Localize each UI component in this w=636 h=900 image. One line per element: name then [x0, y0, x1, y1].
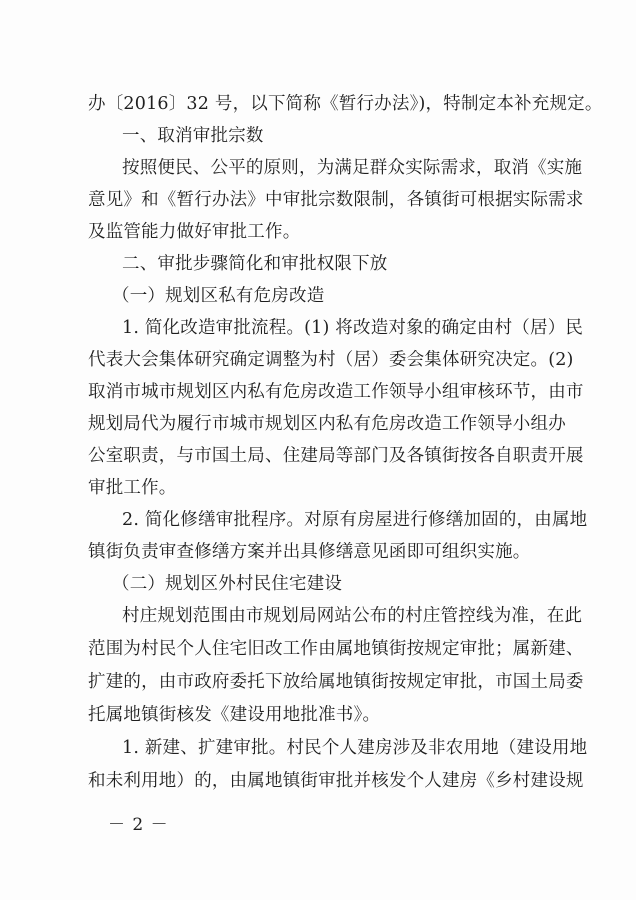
page-number: － 2 － — [108, 815, 169, 835]
body-line: 村庄规划范围由市规划局网站公布的村庄管控线为准，在此 — [122, 606, 583, 626]
body-line: 扩建的，由市政府委托下放给属地镇街按规定审批，市国土局委 — [88, 672, 584, 692]
section-heading: 一、取消审批宗数 — [122, 126, 264, 146]
body-line: 办〔2016〕32 号，以下简称《暂行办法》)，特制定本补充规定。 — [88, 94, 603, 114]
body-line: 托属地镇街核发《建设用地批准书》。 — [88, 705, 381, 725]
body-line: 2. 简化修缮审批程序。对原有房屋进行修缮加固的，由属地 — [122, 510, 588, 530]
body-line: 代表大会集体研究确定调整为村（居）委会集体研究决定。(2) — [88, 350, 574, 370]
body-line: 1. 新建、扩建审批。村民个人建房涉及非农用地（建设用地 — [122, 738, 588, 758]
body-line: 意见》和《暂行办法》中审批宗数限制，各镇街可根据实际需求 — [88, 190, 584, 210]
body-line: 范围为村民个人住宅旧改工作由属地镇街按规定审批；属新建、 — [88, 639, 584, 659]
body-line: 镇街负责审查修缮方案并出具修缮意见函即可组织实施。 — [88, 542, 531, 562]
subsection-heading: （二）规划区外村民住宅建设 — [112, 574, 343, 594]
body-line: 公室职责，与市国土局、住建局等部门及各镇街按各自职责开展 — [88, 446, 584, 466]
section-heading: 二、审批步骤简化和审批权限下放 — [122, 254, 388, 274]
body-line: 及监管能力做好审批工作。 — [88, 222, 301, 242]
body-line: 审批工作。 — [88, 478, 177, 498]
body-line: 取消市城市规划区内私有危房改造工作领导小组审核环节，由市 — [88, 382, 584, 402]
body-line: 按照便民、公平的原则，为满足群众实际需求，取消《实施 — [122, 158, 583, 178]
subsection-heading: （一）规划区私有危房改造 — [112, 286, 325, 306]
body-line: 规划局代为履行市城市规划区内私有危房改造工作领导小组办 — [88, 414, 566, 434]
body-line: 1. 简化改造审批流程。(1) 将改造对象的确定由村（居）民 — [122, 318, 584, 338]
body-line: 和未利用地）的，由属地镇街审批并核发个人建房《乡村建设规 — [88, 771, 584, 791]
